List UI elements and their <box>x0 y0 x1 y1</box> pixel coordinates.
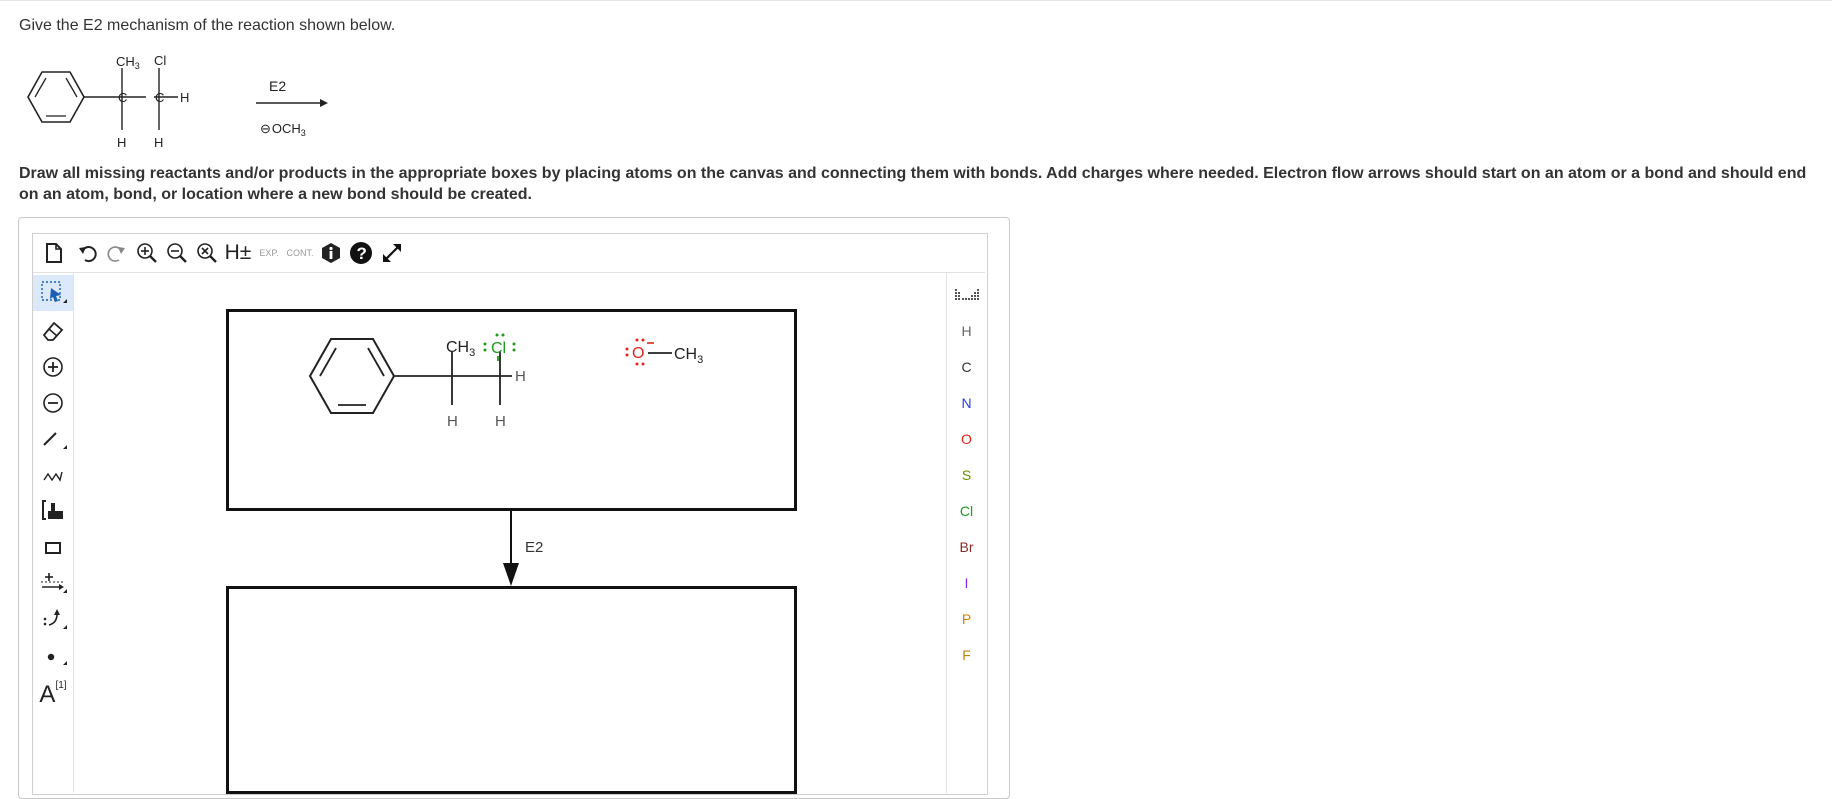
arrow-label: E2 <box>269 78 287 94</box>
zoom-reset-icon[interactable] <box>193 234 221 272</box>
element-p-button[interactable]: P <box>961 611 972 627</box>
eraser-icon[interactable] <box>33 313 73 349</box>
question-text: Give the E2 mechanism of the reaction shown below. <box>19 17 396 34</box>
svg-text:?: ? <box>356 244 367 263</box>
svg-text:C: C <box>155 90 165 105</box>
h-bottom-label: H <box>154 135 164 150</box>
zoom-out-icon[interactable] <box>163 234 191 272</box>
instructions-text: Draw all missing reactants and/or products in the appropriate boxes by placing atoms on the canvas and connecting them with bonds. Add charges where needed. Electron flow arrows should start on an atom or a bond and should end on an atom, bond, or location where a new bond should be created. <box>19 165 1807 203</box>
ring-icon[interactable] <box>33 529 73 565</box>
canvas-molecules <box>74 273 945 793</box>
ch3-label: $CH_3$ <box>116 54 140 71</box>
element-cl-button[interactable]: Cl <box>959 503 974 519</box>
element-toolbar <box>946 273 986 793</box>
chain-icon[interactable] <box>33 457 73 493</box>
single-bond-icon[interactable] <box>33 421 73 457</box>
positive-charge-icon[interactable] <box>33 349 73 385</box>
reaction-scheme <box>18 50 348 155</box>
h-bottom-label[interactable]: H <box>495 413 506 430</box>
element-s-button[interactable]: S <box>961 467 972 483</box>
periodic-table-icon[interactable] <box>947 277 986 313</box>
cl-label: Cl <box>154 53 167 68</box>
redo-icon[interactable] <box>103 234 129 272</box>
top-divider <box>0 0 1832 1</box>
top-toolbar <box>33 234 985 273</box>
drawing-canvas[interactable] <box>74 273 945 793</box>
element-h-button[interactable]: H <box>961 323 972 339</box>
template-icon[interactable] <box>33 493 73 529</box>
negative-charge-icon[interactable] <box>33 385 73 421</box>
svg-text:C: C <box>118 90 128 105</box>
element-n-button[interactable]: N <box>961 395 972 411</box>
new-document-icon[interactable] <box>39 234 69 272</box>
hydrogen-toggle-button[interactable]: H± <box>224 241 252 264</box>
reagent-label: $⊖OCH_3$ <box>260 121 306 138</box>
element-c-button[interactable]: C <box>961 359 972 375</box>
element-f-button[interactable]: F <box>962 647 971 663</box>
arrow-label[interactable]: E2 <box>525 539 544 556</box>
methoxide-ch3-label[interactable]: $CH_3$ <box>674 346 704 366</box>
benzene-ring[interactable] <box>310 339 394 413</box>
info-icon[interactable] <box>317 234 345 272</box>
element-i-button[interactable]: I <box>964 575 969 591</box>
benzene-ring <box>28 72 84 122</box>
select-tool-icon[interactable] <box>33 275 73 311</box>
h-bottom-label: H <box>117 135 127 150</box>
h-bottom-label[interactable]: H <box>447 413 458 430</box>
methoxide-oxygen[interactable]: O <box>632 345 645 362</box>
h-right-label: H <box>180 90 190 105</box>
reaction-arrow-icon[interactable] <box>33 565 73 601</box>
element-o-button[interactable]: O <box>961 431 972 447</box>
ch3-label[interactable]: $CH_3$ <box>446 339 476 359</box>
h-right-label[interactable]: H <box>515 368 526 385</box>
expand-button[interactable]: EXP. <box>259 248 279 258</box>
element-br-button[interactable]: Br <box>959 539 974 555</box>
fullscreen-icon[interactable] <box>377 234 407 272</box>
zoom-in-icon[interactable] <box>133 234 161 272</box>
help-icon[interactable] <box>347 234 375 272</box>
contract-button[interactable]: CONT. <box>286 248 314 258</box>
radical-icon[interactable] <box>33 637 73 673</box>
atom-label-icon[interactable]: A [1] <box>39 679 67 708</box>
electron-flow-arrow-icon[interactable] <box>33 601 73 637</box>
cl-label[interactable]: Cl <box>491 340 507 357</box>
undo-icon[interactable] <box>75 234 101 272</box>
left-toolbar <box>33 273 74 793</box>
